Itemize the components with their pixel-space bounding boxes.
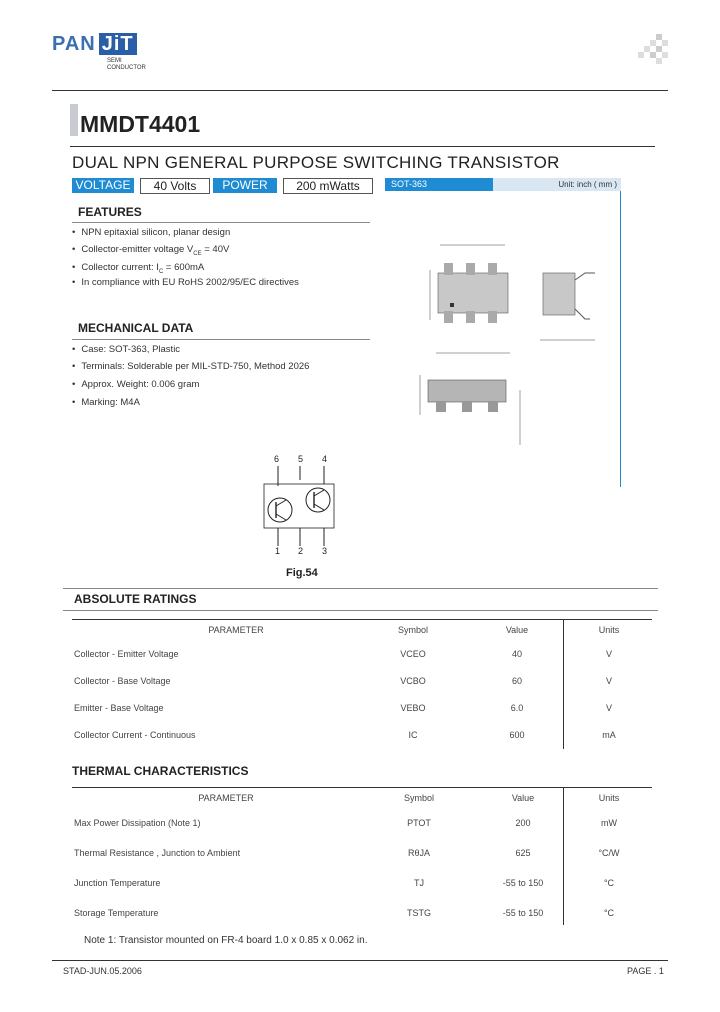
pin-label: 5 <box>298 454 304 464</box>
column-header: PARAMETER <box>198 793 254 803</box>
title-divider <box>70 146 655 147</box>
feature-subscript: C <box>158 268 164 275</box>
feature-item-text: Collector current: I <box>81 262 159 273</box>
feature-item-value: = 600mA <box>163 262 205 273</box>
section-divider <box>63 588 658 589</box>
power-label-badge: POWER <box>213 178 277 193</box>
header-divider <box>52 90 668 91</box>
figure-caption: Fig.54 <box>286 567 318 579</box>
table-cell: TSTG <box>407 908 431 918</box>
feature-item <box>72 244 229 257</box>
package-unit-bar: Unit: inch ( mm ) <box>493 178 621 191</box>
table-cell: 625 <box>515 848 531 858</box>
table-cell: VEBO <box>400 702 426 713</box>
table-cell: Max Power Dissipation (Note 1) <box>74 818 201 828</box>
mechanical-item: • Terminals: Solderable per MIL-STD-750, Method 2026 <box>72 361 309 372</box>
table-cell: Collector - Base Voltage <box>74 675 171 686</box>
column-header: PARAMETER <box>208 625 264 635</box>
column-header: Value <box>511 793 535 803</box>
voltage-value-badge: 40 Volts <box>140 178 210 194</box>
table-cell: 600 <box>509 729 525 740</box>
document-revision: STAD-JUN.05.2006 <box>63 966 142 976</box>
table-header-row <box>74 620 652 640</box>
table-cell: VCBO <box>400 675 426 686</box>
mechanical-item: • Approx. Weight: 0.006 gram <box>72 379 199 390</box>
table-cell: mA <box>602 729 616 740</box>
table-cell: IC <box>408 729 418 740</box>
table-cell: -55 to 150 <box>502 878 544 888</box>
part-number-marker <box>70 104 78 136</box>
table-cell: V <box>605 675 612 686</box>
table-cell: Junction Temperature <box>74 878 161 888</box>
section-divider <box>63 610 658 611</box>
logo-text-left: PAN <box>52 33 96 55</box>
mechanical-item: • Case: SOT-363, Plastic <box>72 344 180 355</box>
features-underline <box>72 222 370 223</box>
page-number: PAGE . 1 <box>627 966 664 976</box>
table-cell: VCEO <box>400 648 426 659</box>
table-row <box>74 898 652 928</box>
absolute-ratings-heading: ABSOLUTE RATINGS <box>74 592 197 606</box>
table-row <box>74 640 652 667</box>
voltage-label-badge: VOLTAGE <box>72 178 134 193</box>
table-row <box>74 667 652 694</box>
footer-divider <box>52 960 668 961</box>
table-cell: -55 to 150 <box>502 908 544 918</box>
logo-sub-line2: CONDUCTOR <box>107 65 146 71</box>
feature-item: • NPN epitaxial silicon, planar design <box>72 227 230 238</box>
column-header: Symbol <box>403 793 434 803</box>
table-cell: 6.0 <box>510 702 524 713</box>
table-cell: Thermal Resistance , Junction to Ambient <box>74 848 241 858</box>
feature-item-text: Collector-emitter voltage V <box>81 244 194 255</box>
table-cell: V <box>605 648 612 659</box>
table-cell: 40 <box>511 648 522 659</box>
table-row <box>74 694 652 721</box>
table-cell: Collector - Emitter Voltage <box>74 648 179 659</box>
thermal-heading: THERMAL CHARACTERISTICS <box>72 764 249 778</box>
column-header: Units <box>598 793 620 803</box>
feature-item-value: = 40V <box>201 244 230 255</box>
table-cell: RθJA <box>407 848 430 858</box>
table-cell: °C <box>603 908 615 918</box>
feature-item: • In compliance with EU RoHS 2002/95/EC directives <box>72 277 299 288</box>
footnote: Note 1: Transistor mounted on FR-4 board 1.0 x 0.85 x 0.062 in. <box>84 935 368 946</box>
pin-label: 6 <box>274 454 280 464</box>
panjit-logo <box>52 33 137 56</box>
dual-npn-schematic-icon <box>258 466 338 546</box>
pin-label: 2 <box>298 546 304 556</box>
page-title: DUAL NPN GENERAL PURPOSE SWITCHING TRANSISTOR <box>72 153 560 172</box>
features-heading: FEATURES <box>78 205 142 219</box>
table-row <box>74 721 652 748</box>
table-cell: TJ <box>414 878 424 888</box>
package-outline-drawing <box>400 225 615 485</box>
table-row <box>74 868 652 898</box>
table-cell: °C <box>603 878 615 888</box>
table-cell: Emitter - Base Voltage <box>74 702 164 713</box>
table-row <box>74 838 652 868</box>
table-cell: 200 <box>515 818 531 828</box>
part-number: MMDT4401 <box>80 111 201 137</box>
table-header-row <box>74 788 652 808</box>
feature-subscript: CE <box>193 250 202 257</box>
table-cell: °C/W <box>598 848 620 858</box>
table-cell: Collector Current - Continuous <box>74 729 196 740</box>
pin-label: 3 <box>322 546 328 556</box>
column-header: Symbol <box>397 625 428 635</box>
decorative-dot-grid-icon <box>634 34 668 68</box>
table-cell: PTOT <box>407 818 431 828</box>
table-row <box>74 808 652 838</box>
thermal-table <box>74 788 652 928</box>
logo-sub-line1: SEMI <box>107 58 122 64</box>
mechanical-heading: MECHANICAL DATA <box>78 321 194 335</box>
table-cell: 60 <box>511 675 522 686</box>
mechanical-underline <box>72 339 370 340</box>
pin-label: 4 <box>322 454 328 464</box>
column-header: Units <box>598 625 620 635</box>
absolute-ratings-table <box>74 620 652 748</box>
logo-text-right: JiT <box>99 33 137 55</box>
table-cell: mW <box>601 818 617 828</box>
power-value-badge: 200 mWatts <box>283 178 373 194</box>
logo-subtitle <box>107 58 146 72</box>
feature-item <box>72 262 204 275</box>
table-cell: Storage Temperature <box>74 908 159 918</box>
pin-label: 1 <box>275 546 281 556</box>
mechanical-item: • Marking: M4A <box>72 397 140 408</box>
column-header: Value <box>505 625 529 635</box>
package-name-bar: SOT-363 <box>385 178 493 191</box>
table-cell: V <box>605 702 612 713</box>
